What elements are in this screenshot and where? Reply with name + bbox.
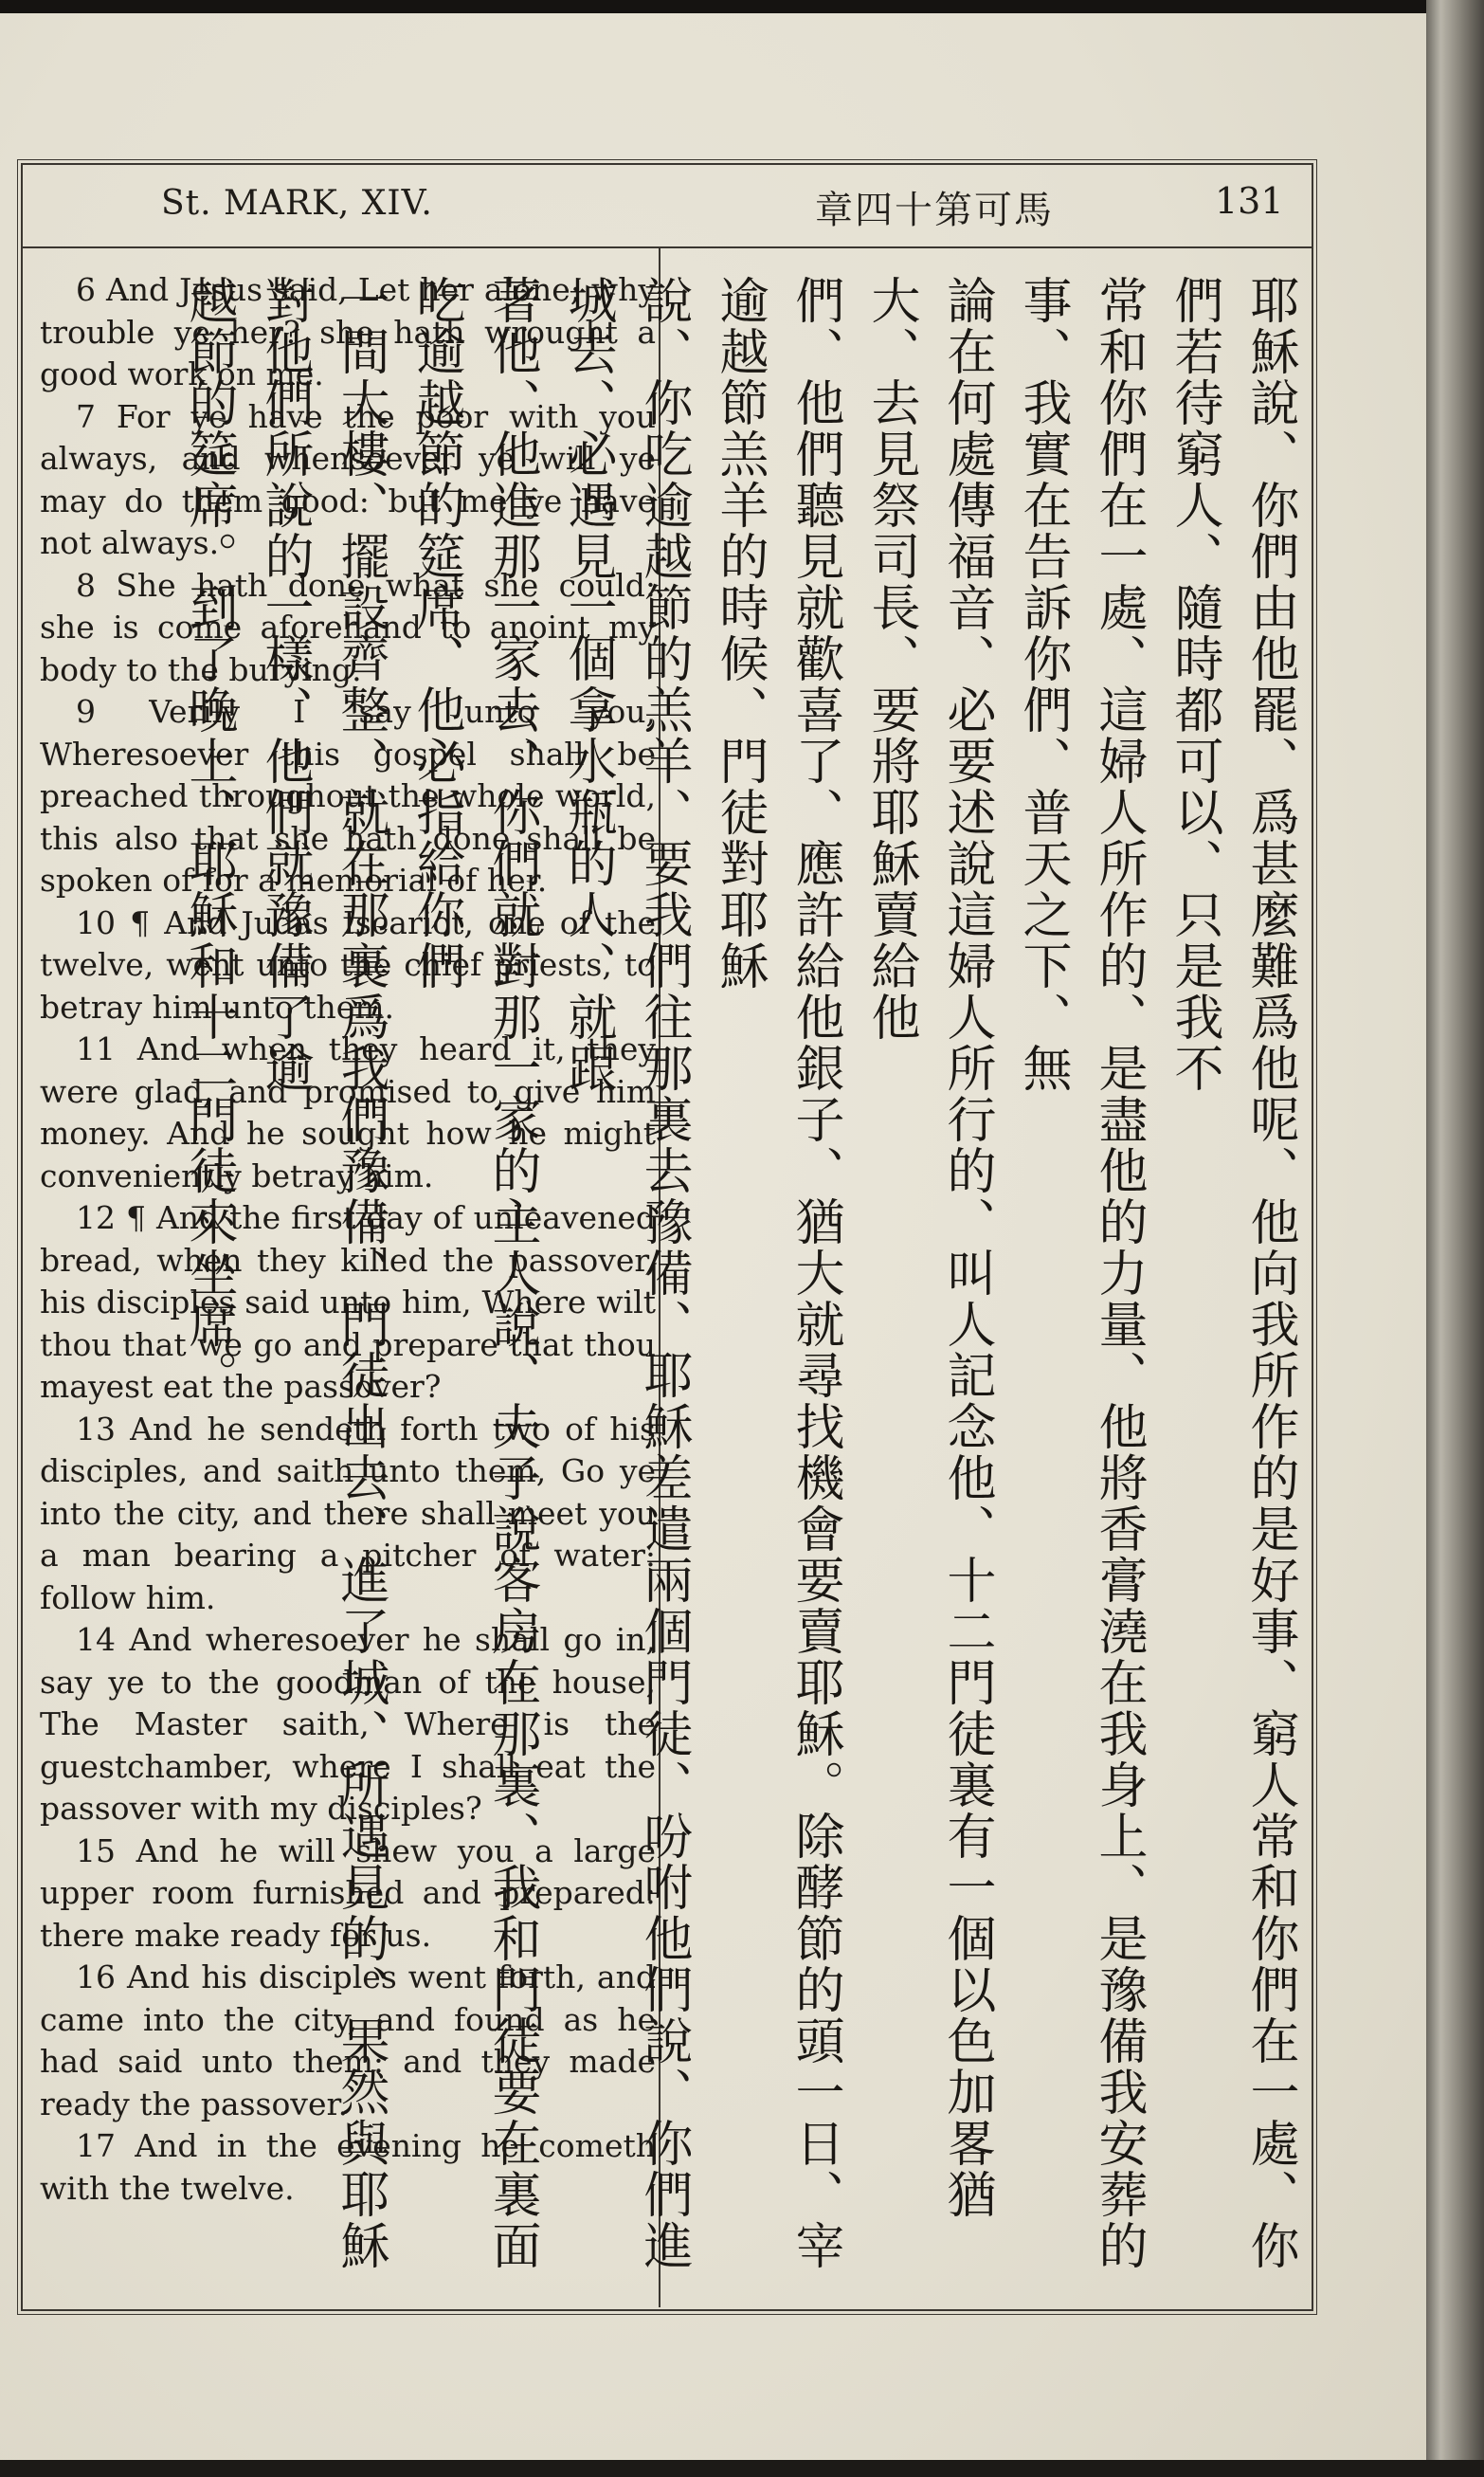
chinese-line-5: 說、你吃逾越節的羔羊、要我們往那裏去豫備、耶穌差遣兩個門徒、吩咐他們說、你們進城去、必遇見一個拿水瓶的人、就跟 xyxy=(559,275,692,2271)
book-page-edges xyxy=(1426,0,1484,2477)
verse-11: 11 And when they heard it, they were glad, and promised to give him money. And he sought how he might conveniently betray him. xyxy=(40,1030,656,1194)
verse-8: 8 She hath done what she could: she is come aforehand to anoint my body to the burying. xyxy=(40,566,656,688)
verse-9: 9 Verily I say unto you, Wheresoever this gospel shall be preached throughout the whole world, this also that she hath done shall be spoken of for a memorial of her. xyxy=(40,693,656,899)
verse-14: 14 And wheresoever he shall go in, say ye to the goodman of the house, The Master saith, Where is the guestchamber, where I shall eat the passover with my disciples? xyxy=(40,1621,656,1827)
page-number: 131 xyxy=(1215,180,1284,222)
verse-15: 15 And he will shew you a large upper room furnished and prepared: there make ready for us. xyxy=(40,1831,656,1954)
header-rule xyxy=(21,246,1313,248)
scan-bottom-edge xyxy=(0,2460,1484,2477)
english-running-title: St. MARK, XIV. xyxy=(161,184,433,223)
chinese-line-6: 著他、他進那一家去、你們就對那一家的主人說、夫子說客房在那裏、我和門徒要在裏面吃逾越節的筵席、他必指給你們 xyxy=(407,275,540,2271)
verse-6: 6 And Jesus said, Let her alone; why trouble ye her? she hath wrought a good work on me. xyxy=(40,271,656,392)
chinese-line-8: 越節的筵席。到了晚上、耶穌和十二門徒來坐席。 xyxy=(180,275,237,1401)
chinese-line-1: 耶穌說、你們由他罷、爲甚麼難爲他呢、他向我所作的是好事、窮人常和你們在一處、你們若待窮人、隨時都可以、只是我不 xyxy=(1166,275,1298,2271)
chinese-line-4: 們、他們聽見就歡喜了、應許給他銀子、猶大就尋找機會要賣耶穌。除酵節的頭一日、宰逾越節羔羊的時候、門徒對耶穌 xyxy=(711,275,843,2271)
verse-7: 7 For ye have the poor with you always, and whensoever ye will ye may do them good: but me ye have not always. xyxy=(40,397,656,561)
verse-17: 17 And in the evening he cometh with the twelve. xyxy=(40,2127,656,2207)
book-page xyxy=(0,11,1429,2463)
chinese-line-7: 一間大樓、擺設齊整、就在那裏爲我們豫備、門徒出去、進了城、所遇見的、果然與耶穌對他們所說的一樣、他們就豫備了逾 xyxy=(256,275,389,2271)
chinese-line-2: 常和你們在一處、這婦人所作的、是盡他的力量、他將香膏澆在我身上、是豫備我安葬的事、我實在告訴你們、普天之下、無 xyxy=(1014,275,1147,2271)
verse-10: 10 ¶ And Judas Iscariot, one of the twelve, went unto the chief priests, to betray him unto them. xyxy=(40,903,656,1026)
chinese-line-3: 論在何處傳福音、必要述說這婦人所行的、叫人記念他、十二門徒裏有一個以色加畧猶大、去見祭司長、要將耶穌賣給他 xyxy=(862,275,995,2220)
verse-13: 13 And he sendeth forth two of his disciples, and saith unto them, Go ye into the city, and there shall meet you a man bearing a pitcher of water: follow him. xyxy=(40,1410,656,1616)
verse-16: 16 And his disciples went forth, and came into the city, and found as he had said unto them: and they made ready the passover. xyxy=(40,1958,656,2122)
verse-12: 12 ¶ And the first day of unleavened bread, when they killed the passover, his disciples said unto him, Where wilt thou that we go and prepare that thou mayest eat the passover? xyxy=(40,1199,656,1405)
chinese-running-title: 章四十第可馬 xyxy=(815,189,1054,232)
scan-top-edge xyxy=(0,0,1484,13)
